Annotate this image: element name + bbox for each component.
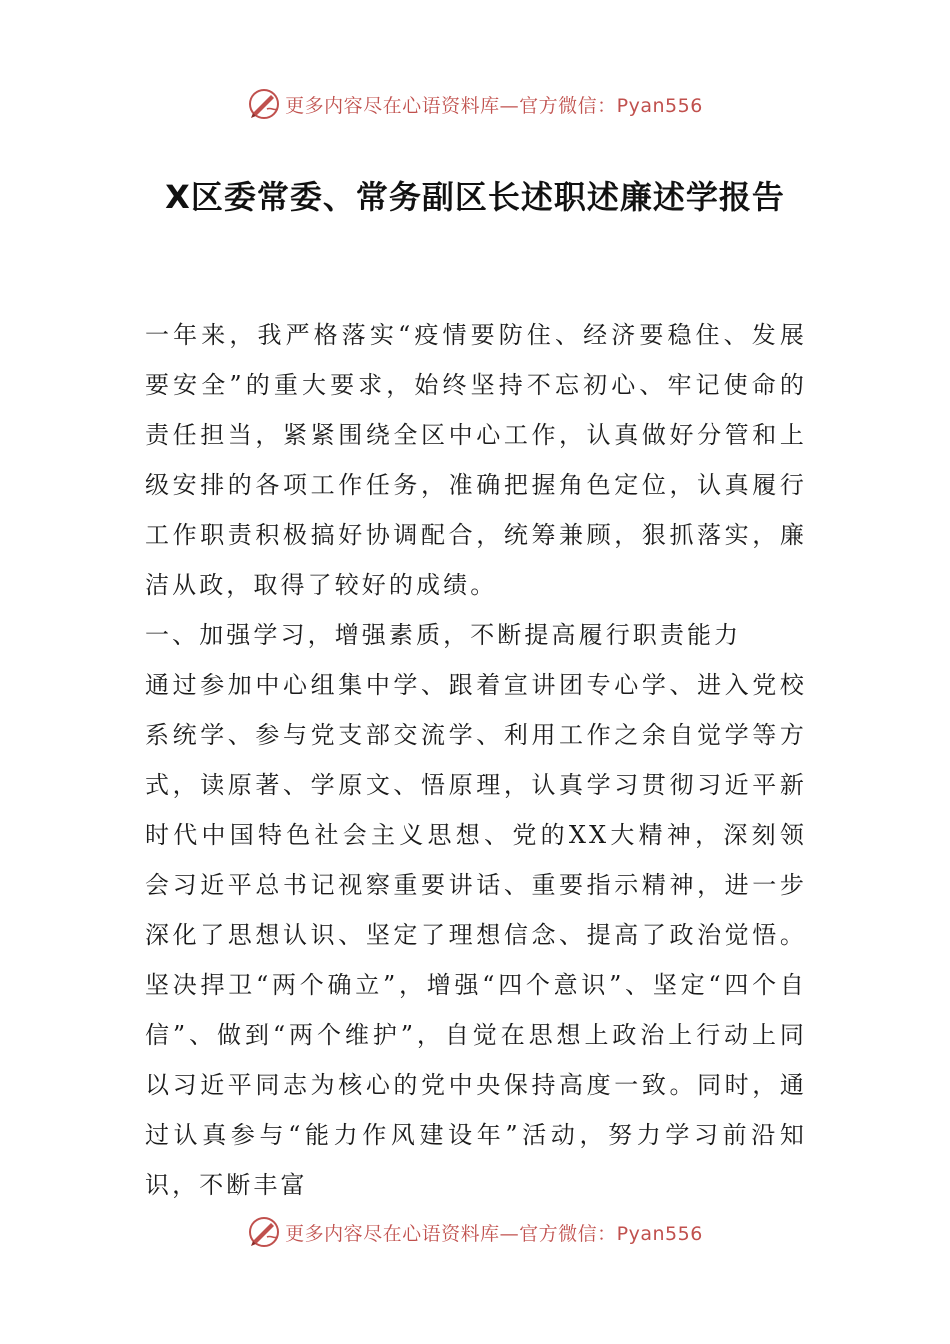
document-title: X区委常委、常务副区长述职述廉述学报告 — [165, 178, 785, 216]
watermark-label: 更多内容尽在心语资料库—官方微信： — [285, 1222, 617, 1245]
pen-logo-icon — [247, 87, 281, 121]
paragraph-intro: 一年来，我严格落实“疫情要防住、经济要稳住、发展要安全”的重大要求，始终坚持不忘初心、牢记使命的责任担当，紧紧围绕全区中心工作，认真做好分管和上级安排的各项工作任务，准确把握角色定位，认真履行工作职责积极搞好协调配合，统筹兼顾，狠抓落实，廉洁从政，取得了较好的成绩。 — [145, 321, 807, 599]
pen-logo-icon — [247, 1215, 281, 1249]
watermark-handle: Pyan556 — [616, 94, 703, 117]
document-body — [145, 310, 807, 1210]
watermark-handle: Pyan556 — [616, 1222, 703, 1245]
section-heading-1: 一、加强学习，增强素质，不断提高履行职责能力 — [145, 621, 742, 649]
watermark-text — [285, 1219, 703, 1246]
watermark-label: 更多内容尽在心语资料库—官方微信： — [285, 94, 617, 117]
footer-watermark — [0, 1212, 950, 1252]
watermark-text — [285, 91, 703, 118]
header-watermark — [0, 84, 950, 124]
paragraph-study: 通过参加中心组集中学、跟着宣讲团专心学、进入党校系统学、参与党支部交流学、利用工作之余自觉学等方式，读原著、学原文、悟原理，认真学习贯彻习近平新时代中国特色社会主义思想、党的XX大精神，深刻领会习近平总书记视察重要讲话、重要指示精神，进一步深化了思想认识、坚定了理想信念、提高了政治觉悟。坚决捍卫“两个确立”，增强“四个意识”、坚定“四个自信”、做到“两个维护”，自觉在思想上政治上行动上同以习近平同志为核心的党中央保持高度一致。同时，通过认真参与“能力作风建设年”活动，努力学习前沿知识，不断丰富 — [145, 671, 807, 1199]
